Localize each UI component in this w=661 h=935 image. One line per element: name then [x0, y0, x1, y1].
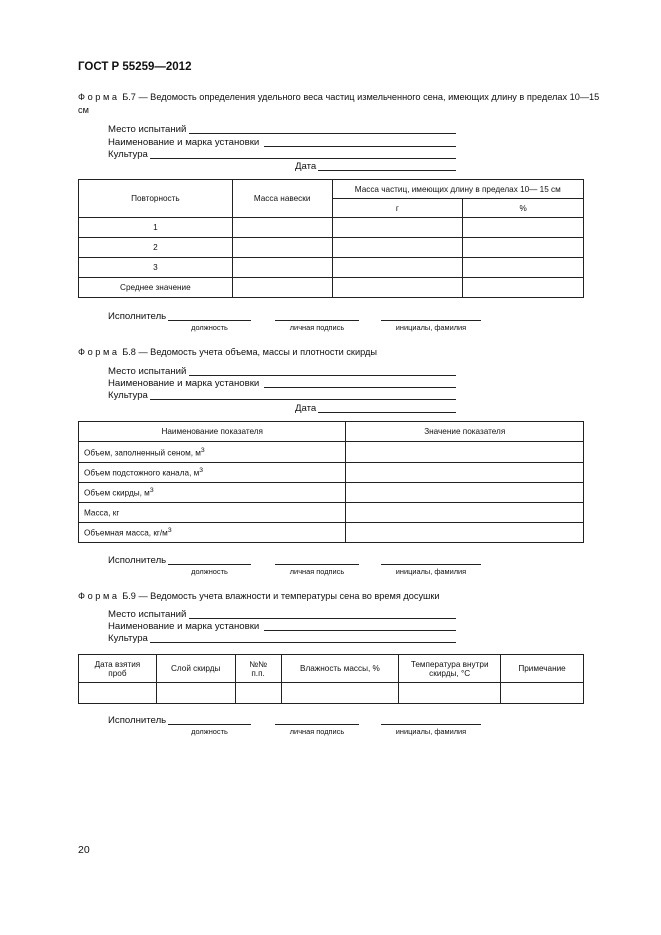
place-field[interactable]: [189, 375, 456, 376]
table-cell[interactable]: [501, 683, 584, 704]
table-cell[interactable]: [232, 238, 332, 258]
unit-superscript: 3: [167, 527, 172, 535]
form-b8-title-text: Б.8 — Ведомость учета объема, массы и плотности скирды: [122, 347, 377, 357]
col-date-line1: Дата взятия: [94, 659, 141, 669]
name-caption: инициалы, фамилия: [395, 323, 467, 332]
row-label: [79, 442, 346, 463]
table-cell[interactable]: [156, 683, 235, 704]
col-g-header: г: [332, 199, 463, 218]
installation-label: Наименование и марка установки: [108, 621, 260, 632]
installation-label: Наименование и марка установки: [108, 137, 260, 148]
col-note-header: Примечание: [501, 655, 584, 683]
row-label: [79, 463, 346, 483]
table-cell[interactable]: [235, 683, 281, 704]
document-id: ГОСТ Р 55259—2012: [78, 61, 192, 73]
col-layer-header: Слой скирды: [156, 655, 235, 683]
table-cell[interactable]: [346, 523, 584, 543]
executor-label: Исполнитель: [108, 715, 167, 726]
position-field[interactable]: [168, 320, 251, 321]
position-caption: должность: [191, 323, 228, 332]
crop-label: Культура: [108, 633, 148, 644]
row-label: 3: [79, 258, 233, 278]
table-cell[interactable]: [346, 442, 584, 463]
row-label: [79, 483, 346, 503]
row-label-text: Объем скирды, м: [84, 488, 150, 498]
col-num-line2: п.п.: [251, 668, 265, 678]
signature-caption: личная подпись: [289, 567, 345, 576]
signature-caption: личная подпись: [289, 323, 345, 332]
col-date-line2: проб: [108, 668, 127, 678]
form-b8-title: [78, 346, 608, 359]
place-label: Место испытаний: [108, 124, 187, 135]
table-cell[interactable]: [346, 483, 584, 503]
row-label-text: Объем подстожного канала, м: [84, 468, 200, 478]
name-field[interactable]: [381, 724, 481, 725]
date-field[interactable]: [318, 170, 456, 171]
form-b9-title: [78, 590, 608, 603]
crop-label: Культура: [108, 390, 148, 401]
form-b7-title-text: Б.7 — Ведомость определения удельного веса частиц измельченного сена, имеющих длину в пределах 10—15 см: [78, 92, 600, 115]
col-temp-line1: Температура внутри: [410, 659, 489, 669]
form-word: Форма: [78, 347, 120, 357]
form-b8-table: [78, 421, 584, 543]
table-cell[interactable]: [346, 503, 584, 523]
row-label: [79, 523, 346, 543]
place-field[interactable]: [189, 133, 456, 134]
form-b7-table: [78, 179, 584, 298]
signature-field[interactable]: [275, 724, 359, 725]
position-caption: должность: [191, 727, 228, 736]
col-value-header: Значение показателя: [346, 422, 584, 442]
crop-field[interactable]: [150, 399, 456, 400]
table-cell[interactable]: [232, 218, 332, 238]
position-caption: должность: [191, 567, 228, 576]
crop-field[interactable]: [150, 642, 456, 643]
installation-label: Наименование и марка установки: [108, 378, 260, 389]
crop-field[interactable]: [150, 158, 456, 159]
table-cell[interactable]: [332, 258, 463, 278]
table-cell[interactable]: [463, 238, 584, 258]
position-field[interactable]: [168, 564, 251, 565]
col-name-header: Наименование показателя: [79, 422, 346, 442]
place-field[interactable]: [189, 618, 456, 619]
signature-field[interactable]: [275, 564, 359, 565]
place-label: Место испытаний: [108, 366, 187, 377]
row-label: Среднее значение: [79, 278, 233, 298]
row-label: [79, 503, 346, 523]
table-cell[interactable]: [332, 238, 463, 258]
page-number: 20: [78, 844, 90, 856]
installation-field[interactable]: [264, 387, 456, 388]
unit-superscript: 3: [200, 446, 205, 454]
signature-caption: личная подпись: [289, 727, 345, 736]
table-cell[interactable]: [332, 278, 463, 298]
col-temp-line2: скирды, °С: [429, 668, 471, 678]
table-cell[interactable]: [79, 683, 157, 704]
name-field[interactable]: [381, 320, 481, 321]
row-label: 1: [79, 218, 233, 238]
col-pct-header: %: [463, 199, 584, 218]
col-humidity-header: Влажность массы, %: [281, 655, 399, 683]
col-num-line1: №№: [249, 659, 267, 669]
name-field[interactable]: [381, 564, 481, 565]
row-label: 2: [79, 238, 233, 258]
installation-field[interactable]: [264, 630, 456, 631]
form-word: Форма: [78, 591, 120, 601]
col-date-header: [79, 655, 157, 683]
table-cell[interactable]: [232, 258, 332, 278]
form-b9-table: [78, 654, 584, 704]
table-cell[interactable]: [281, 683, 399, 704]
table-cell[interactable]: [332, 218, 463, 238]
table-cell[interactable]: [346, 463, 584, 483]
date-field[interactable]: [318, 412, 456, 413]
executor-label: Исполнитель: [108, 311, 167, 322]
col-mass-header: Масса навески: [232, 180, 332, 218]
col-particles-header: Масса частиц, имеющих длину в пределах 10— 15 см: [332, 180, 583, 199]
position-field[interactable]: [168, 724, 251, 725]
executor-label: Исполнитель: [108, 555, 167, 566]
table-cell[interactable]: [399, 683, 501, 704]
col-num-header: [235, 655, 281, 683]
col-temp-header: [399, 655, 501, 683]
place-label: Место испытаний: [108, 609, 187, 620]
unit-superscript: 3: [149, 487, 154, 495]
row-label-text: Масса, кг: [84, 508, 120, 518]
form-b7-title: [78, 91, 608, 117]
installation-field[interactable]: [264, 146, 456, 147]
date-label: Дата: [295, 403, 317, 414]
table-cell[interactable]: [463, 278, 584, 298]
name-caption: инициалы, фамилия: [395, 567, 467, 576]
unit-superscript: 3: [199, 467, 204, 475]
col-repeat-header: Повторность: [79, 180, 233, 218]
table-cell[interactable]: [232, 278, 332, 298]
table-cell[interactable]: [463, 218, 584, 238]
row-label-text: Объемная масса, кг/м: [84, 528, 168, 538]
form-b9-title-text: Б.9 — Ведомость учета влажности и температуры сена во время досушки: [122, 591, 440, 601]
date-label: Дата: [295, 161, 317, 172]
form-word: Форма: [78, 92, 120, 102]
crop-label: Культура: [108, 149, 148, 160]
table-cell[interactable]: [463, 258, 584, 278]
name-caption: инициалы, фамилия: [395, 727, 467, 736]
signature-field[interactable]: [275, 320, 359, 321]
row-label-text: Объем, заполненный сеном, м: [84, 448, 201, 458]
